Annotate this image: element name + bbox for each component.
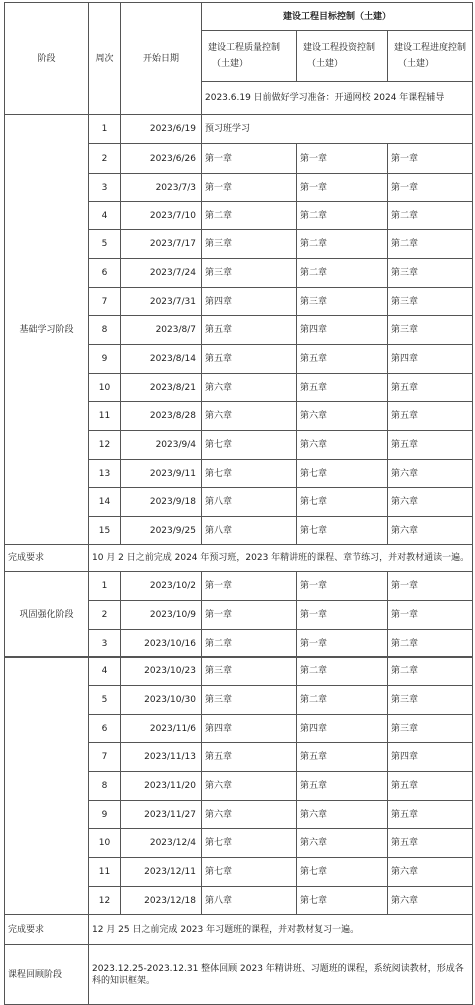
schedule-chapter-cell: 第三章 [388,715,473,743]
date-cell: 2023/8/21 [121,374,202,402]
date-cell: 2023/9/11 [121,460,202,488]
quality-chapter-cell: 第七章 [202,829,297,858]
quality-chapter-cell: 第三章 [202,686,297,715]
schedule-chapter-cell: 第五章 [388,772,473,801]
investment-chapter-cell: 第五章 [297,374,388,402]
week-cell: 8 [89,772,121,801]
schedule-chapter-cell: 第六章 [388,858,473,887]
investment-chapter-cell: 第五章 [297,345,388,374]
week-cell: 11 [89,402,121,431]
quality-chapter-cell: 第一章 [202,572,297,601]
schedule-chapter-cell: 第五章 [388,829,473,858]
schedule-chapter-cell: 第三章 [388,288,473,316]
date-cell: 2023/12/4 [121,829,202,858]
schedule-chapter-cell: 第一章 [388,601,473,630]
week-cell: 10 [89,374,121,402]
investment-chapter-cell: 第七章 [297,887,388,915]
quality-chapter-cell: 第二章 [202,202,297,230]
investment-chapter-cell: 第四章 [297,715,388,743]
date-cell: 2023/10/23 [121,657,202,686]
investment-chapter-cell: 第七章 [297,460,388,488]
study-plan-table-bottom [4,656,473,1005]
quality-chapter-cell: 第五章 [202,316,297,345]
table-row [5,915,473,945]
week-cell: 6 [89,259,121,288]
investment-chapter-cell: 第七章 [297,488,388,517]
date-cell: 2023/9/4 [121,431,202,460]
schedule-chapter-cell: 第四章 [388,743,473,772]
date-cell: 2023/8/28 [121,402,202,431]
quality-control-header: 建设工程质量控制 （土建） [202,31,297,82]
schedule-control-header: 建设工程进度控制 （土建） [388,31,473,82]
quality-chapter-cell: 第八章 [202,488,297,517]
date-cell: 2023/10/2 [121,572,202,601]
investment-chapter-cell: 第四章 [297,316,388,345]
requirement-label: 完成要求 [5,545,89,572]
requirement-text: 10 月 2 日之前完成 2024 年预习班，2023 年精讲班的课程、章节练习，并对教材通读一遍。 [89,545,473,572]
table-row [5,945,473,1005]
investment-chapter-cell: 第五章 [297,743,388,772]
week-cell: 9 [89,345,121,374]
quality-chapter-cell: 第四章 [202,715,297,743]
schedule-chapter-cell: 第二章 [388,230,473,259]
study-plan-table-top [4,2,473,658]
week-header: 周次 [89,3,121,115]
schedule-chapter-cell: 第三章 [388,316,473,345]
quality-chapter-cell: 第五章 [202,743,297,772]
schedule-chapter-cell: 第五章 [388,801,473,829]
quality-chapter-cell: 第一章 [202,601,297,630]
week-cell: 11 [89,858,121,887]
schedule-chapter-cell: 第一章 [388,144,473,174]
date-cell: 2023/11/20 [121,772,202,801]
week-cell: 7 [89,743,121,772]
week-cell: 12 [89,431,121,460]
investment-chapter-cell: 第二章 [297,259,388,288]
week-cell: 14 [89,488,121,517]
week-cell: 1 [89,572,121,601]
date-cell: 2023/7/24 [121,259,202,288]
investment-control-header: 建设工程投资控制 （土建） [297,31,388,82]
week-cell: 1 [89,115,121,144]
quality-chapter-cell: 第五章 [202,345,297,374]
quality-chapter-cell: 第七章 [202,431,297,460]
schedule-chapter-cell: 第三章 [388,259,473,288]
schedule-chapter-cell: 第三章 [388,686,473,715]
review-text: 2023.12.25-2023.12.31 整体回顾 2023 年精讲班、习题班的课程，系统阅读教材，形成各科的知识框架。 [89,945,473,1005]
date-cell: 2023/9/25 [121,517,202,545]
schedule-chapter-cell: 第六章 [388,460,473,488]
date-cell: 2023/8/7 [121,316,202,345]
quality-chapter-cell: 第三章 [202,657,297,686]
quality-chapter-cell: 第八章 [202,517,297,545]
week-cell: 5 [89,686,121,715]
schedule-chapter-cell: 第二章 [388,202,473,230]
date-cell: 2023/10/30 [121,686,202,715]
table-row [5,545,473,572]
investment-chapter-cell: 第五章 [297,772,388,801]
investment-chapter-cell: 第一章 [297,174,388,202]
week-cell: 9 [89,801,121,829]
quality-chapter-cell: 第八章 [202,887,297,915]
investment-chapter-cell: 第三章 [297,288,388,316]
investment-chapter-cell: 第二章 [297,202,388,230]
date-cell: 2023/7/31 [121,288,202,316]
date-cell: 2023/11/6 [121,715,202,743]
quality-chapter-cell: 第六章 [202,374,297,402]
investment-chapter-cell: 第一章 [297,601,388,630]
schedule-chapter-cell: 第六章 [388,517,473,545]
quality-chapter-cell: 第七章 [202,460,297,488]
week-cell: 7 [89,288,121,316]
quality-chapter-cell: 第三章 [202,230,297,259]
quality-chapter-cell: 第一章 [202,144,297,174]
week-cell: 15 [89,517,121,545]
investment-chapter-cell: 第二章 [297,657,388,686]
date-cell: 2023/7/3 [121,174,202,202]
week-cell: 12 [89,887,121,915]
investment-chapter-cell: 第六章 [297,829,388,858]
week-cell: 4 [89,657,121,686]
table-row [5,657,473,686]
schedule-chapter-cell: 第一章 [388,572,473,601]
quality-chapter-cell: 第六章 [202,402,297,431]
week-cell: 4 [89,202,121,230]
week-cell: 2 [89,144,121,174]
schedule-chapter-cell: 第一章 [388,174,473,202]
investment-chapter-cell: 第六章 [297,431,388,460]
week-cell: 3 [89,174,121,202]
requirement-label: 完成要求 [5,915,89,945]
date-cell: 2023/8/14 [121,345,202,374]
date-cell: 2023/12/11 [121,858,202,887]
date-cell: 2023/7/10 [121,202,202,230]
start-date-header: 开始日期 [121,3,202,115]
date-cell: 2023/11/27 [121,801,202,829]
date-cell: 2023/6/19 [121,115,202,144]
merged-cell: 预习班学习 [202,115,473,144]
quality-chapter-cell: 第四章 [202,288,297,316]
quality-chapter-cell: 第一章 [202,174,297,202]
schedule-chapter-cell: 第五章 [388,374,473,402]
date-cell: 2023/10/16 [121,630,202,658]
schedule-chapter-cell: 第四章 [388,345,473,374]
quality-chapter-cell: 第六章 [202,772,297,801]
subject-group-header: 建设工程目标控制（土建） [202,3,473,31]
date-cell: 2023/12/18 [121,887,202,915]
investment-chapter-cell: 第二章 [297,230,388,259]
quality-chapter-cell: 第六章 [202,801,297,829]
schedule-chapter-cell: 第二章 [388,630,473,658]
schedule-chapter-cell: 第二章 [388,657,473,686]
investment-chapter-cell: 第一章 [297,630,388,658]
investment-chapter-cell: 第二章 [297,686,388,715]
schedule-chapter-cell: 第五章 [388,402,473,431]
stage-consolidate-cont [5,657,89,915]
date-cell: 2023/7/17 [121,230,202,259]
date-cell: 2023/11/13 [121,743,202,772]
week-cell: 8 [89,316,121,345]
table-row [5,115,473,144]
table-row [5,572,473,601]
date-cell: 2023/6/26 [121,144,202,174]
quality-chapter-cell: 第三章 [202,259,297,288]
prep-note: 2023.6.19 日前做好学习准备：开通网校 2024 年课程辅导 [202,82,473,115]
date-cell: 2023/10/9 [121,601,202,630]
week-cell: 2 [89,601,121,630]
investment-chapter-cell: 第一章 [297,144,388,174]
week-cell: 5 [89,230,121,259]
investment-chapter-cell: 第六章 [297,402,388,431]
quality-chapter-cell: 第二章 [202,630,297,658]
stage-header: 阶段 [5,3,89,115]
week-cell: 6 [89,715,121,743]
date-cell: 2023/9/18 [121,488,202,517]
investment-chapter-cell: 第六章 [297,801,388,829]
quality-chapter-cell: 第七章 [202,858,297,887]
week-cell: 13 [89,460,121,488]
requirement-text: 12 月 25 日之前完成 2023 年习题班的课程，并对教材复习一遍。 [89,915,473,945]
schedule-chapter-cell: 第六章 [388,887,473,915]
stage-basic: 基础学习阶段 [5,115,89,545]
schedule-chapter-cell: 第六章 [388,488,473,517]
week-cell: 10 [89,829,121,858]
investment-chapter-cell: 第七章 [297,858,388,887]
stage-consolidate: 巩固强化阶段 [5,572,89,658]
stage-review: 课程回顾阶段 [5,945,89,1005]
investment-chapter-cell: 第一章 [297,572,388,601]
schedule-chapter-cell: 第五章 [388,431,473,460]
investment-chapter-cell: 第七章 [297,517,388,545]
week-cell: 3 [89,630,121,658]
